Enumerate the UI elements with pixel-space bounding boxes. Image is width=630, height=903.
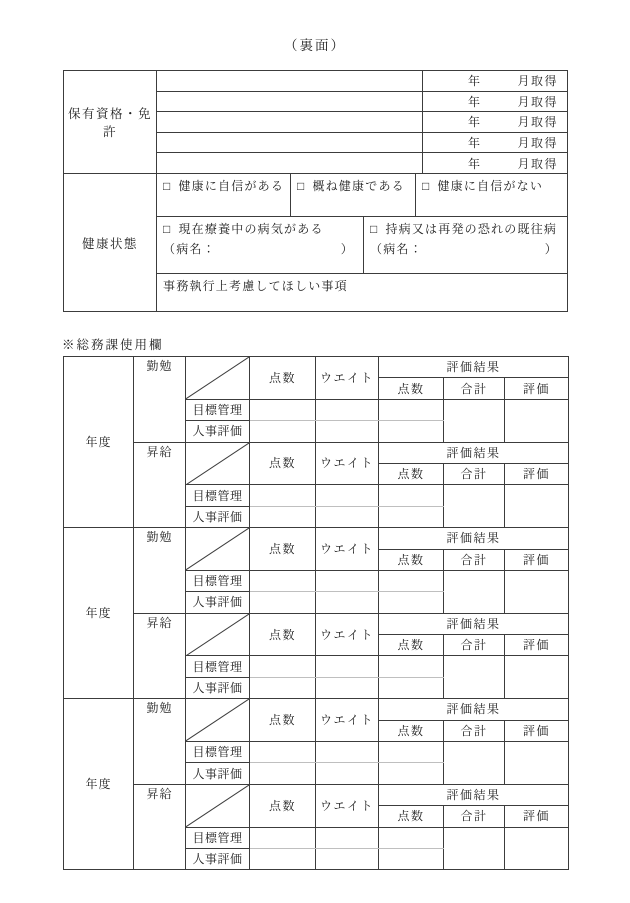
current-illness-label: 現在療養中の病気がある bbox=[178, 222, 324, 236]
checkbox-icon: □ bbox=[422, 179, 431, 193]
table-row bbox=[64, 528, 569, 549]
qualification-entry-cell bbox=[157, 133, 422, 153]
health-label: 健康状態 bbox=[64, 174, 157, 311]
weight-header: ウエイト bbox=[316, 357, 379, 400]
weight-blank-cell bbox=[316, 763, 379, 784]
health-rows bbox=[157, 174, 567, 311]
page-title: （裏面） bbox=[284, 38, 346, 53]
diagonal-line-icon bbox=[186, 785, 249, 827]
hr-evaluation-row-label: 人事評価 bbox=[186, 763, 250, 784]
qualification-row bbox=[157, 92, 567, 113]
result-score-header: 点数 bbox=[379, 378, 444, 399]
qualification-row bbox=[157, 112, 567, 133]
checkbox-icon: □ bbox=[370, 222, 379, 236]
qualification-entry-cell bbox=[157, 112, 422, 132]
health-option-confident bbox=[157, 174, 291, 216]
score-header: 点数 bbox=[250, 699, 316, 742]
weight-blank-cell bbox=[316, 399, 379, 420]
acquired-date-cell bbox=[422, 92, 567, 112]
result-score-blank-cell bbox=[379, 848, 444, 869]
evaluation-table bbox=[63, 356, 569, 870]
health-option-label: 健康に自信がない bbox=[437, 179, 544, 193]
evaluation-table-body bbox=[64, 357, 569, 870]
weight-blank-cell bbox=[316, 677, 379, 698]
total-header: 合計 bbox=[444, 806, 505, 827]
current-illness-option bbox=[163, 220, 358, 240]
table-row bbox=[64, 613, 569, 634]
illness-name-field bbox=[163, 240, 358, 260]
weight-blank-cell bbox=[316, 421, 379, 442]
month-acquired-label: 月取得 bbox=[517, 115, 558, 130]
year-label: 年 bbox=[467, 74, 482, 89]
hr-evaluation-row-label: 人事評価 bbox=[186, 506, 250, 527]
health-options-row bbox=[157, 174, 567, 216]
diagonal-cell bbox=[186, 528, 250, 571]
chronic-illness-cell bbox=[364, 217, 567, 273]
checkbox-icon: □ bbox=[163, 222, 172, 236]
total-header: 合計 bbox=[444, 463, 505, 484]
qualification-entry-cell bbox=[157, 92, 422, 112]
diagonal-line-icon bbox=[186, 614, 249, 656]
result-score-header: 点数 bbox=[379, 549, 444, 570]
total-header: 合計 bbox=[444, 720, 505, 741]
result-score-blank-cell bbox=[379, 677, 444, 698]
result-score-header: 点数 bbox=[379, 806, 444, 827]
goal-management-row-label: 目標管理 bbox=[186, 742, 250, 763]
weight-blank-cell bbox=[316, 570, 379, 591]
total-blank-cell bbox=[444, 570, 505, 613]
weight-blank-cell bbox=[316, 848, 379, 869]
result-header: 評価結果 bbox=[379, 613, 569, 634]
qualification-row bbox=[157, 133, 567, 154]
group-diligence-cell: 勤勉 bbox=[134, 357, 186, 443]
month-acquired-label: 月取得 bbox=[517, 94, 558, 109]
diagonal-cell bbox=[186, 442, 250, 485]
result-score-blank-cell bbox=[379, 592, 444, 613]
total-blank-cell bbox=[444, 485, 505, 528]
score-blank-cell bbox=[250, 506, 316, 527]
hr-evaluation-row-label: 人事評価 bbox=[186, 592, 250, 613]
total-blank-cell bbox=[444, 827, 505, 870]
score-blank-cell bbox=[250, 592, 316, 613]
health-section bbox=[64, 173, 567, 311]
chronic-illness-label: 持病又は再発の恐れの既往病 bbox=[385, 222, 558, 236]
table-row bbox=[64, 699, 569, 720]
result-score-blank-cell bbox=[379, 742, 444, 763]
diagonal-cell bbox=[186, 613, 250, 656]
qualifications-label: 保有資格・免許 bbox=[64, 71, 157, 173]
weight-blank-cell bbox=[316, 656, 379, 677]
score-blank-cell bbox=[250, 677, 316, 698]
fiscal-year-cell: 年度 bbox=[64, 528, 134, 699]
result-score-blank-cell bbox=[379, 763, 444, 784]
result-score-blank-cell bbox=[379, 506, 444, 527]
result-header: 評価結果 bbox=[379, 699, 569, 720]
result-score-header: 点数 bbox=[379, 720, 444, 741]
score-header: 点数 bbox=[250, 784, 316, 827]
qualifications-section bbox=[64, 71, 567, 173]
chronic-illness-option bbox=[370, 220, 562, 240]
table-row bbox=[64, 784, 569, 805]
score-header: 点数 bbox=[250, 613, 316, 656]
hr-evaluation-row-label: 人事評価 bbox=[186, 677, 250, 698]
score-blank-cell bbox=[250, 570, 316, 591]
diagonal-cell bbox=[186, 357, 250, 400]
illness-name-prefix: （病名： bbox=[163, 241, 216, 256]
year-label: 年 bbox=[467, 136, 482, 151]
rating-blank-cell bbox=[505, 570, 569, 613]
result-score-blank-cell bbox=[379, 570, 444, 591]
total-blank-cell bbox=[444, 399, 505, 442]
health-option-label: 健康に自信がある bbox=[178, 179, 285, 193]
result-score-header: 点数 bbox=[379, 463, 444, 484]
note-row bbox=[157, 273, 567, 311]
goal-management-row-label: 目標管理 bbox=[186, 485, 250, 506]
note-label: 事務執行上考慮してほしい事項 bbox=[163, 279, 348, 293]
diagonal-line-icon bbox=[186, 357, 249, 399]
result-score-blank-cell bbox=[379, 421, 444, 442]
diagonal-cell bbox=[186, 699, 250, 742]
diagonal-cell bbox=[186, 784, 250, 827]
month-acquired-label: 月取得 bbox=[517, 74, 558, 89]
rating-blank-cell bbox=[505, 656, 569, 699]
score-blank-cell bbox=[250, 848, 316, 869]
total-blank-cell bbox=[444, 742, 505, 785]
result-header: 評価結果 bbox=[379, 357, 569, 378]
score-blank-cell bbox=[250, 742, 316, 763]
table-row bbox=[64, 442, 569, 463]
weight-blank-cell bbox=[316, 742, 379, 763]
result-score-blank-cell bbox=[379, 827, 444, 848]
acquired-date-cell bbox=[422, 153, 567, 173]
score-blank-cell bbox=[250, 763, 316, 784]
weight-header: ウエイト bbox=[316, 613, 379, 656]
weight-blank-cell bbox=[316, 506, 379, 527]
qualification-row bbox=[157, 153, 567, 173]
total-header: 合計 bbox=[444, 635, 505, 656]
total-header: 合計 bbox=[444, 378, 505, 399]
total-blank-cell bbox=[444, 656, 505, 699]
year-label: 年 bbox=[467, 115, 482, 130]
score-blank-cell bbox=[250, 827, 316, 848]
month-acquired-label: 月取得 bbox=[517, 156, 558, 171]
group-raise-cell: 昇給 bbox=[134, 442, 186, 528]
health-option-label: 概ね健康である bbox=[312, 179, 405, 193]
result-header: 評価結果 bbox=[379, 784, 569, 805]
weight-header: ウエイト bbox=[316, 784, 379, 827]
group-raise-cell: 昇給 bbox=[134, 784, 186, 870]
rating-blank-cell bbox=[505, 399, 569, 442]
qualification-entry-cell bbox=[157, 71, 422, 91]
result-header: 評価結果 bbox=[379, 442, 569, 463]
weight-header: ウエイト bbox=[316, 442, 379, 485]
group-diligence-cell: 勤勉 bbox=[134, 528, 186, 614]
diagonal-line-icon bbox=[186, 528, 249, 570]
current-illness-cell bbox=[157, 217, 364, 273]
acquired-date-cell bbox=[422, 71, 567, 91]
illness-name-suffix: ） bbox=[544, 241, 558, 256]
hr-evaluation-row-label: 人事評価 bbox=[186, 848, 250, 869]
acquired-date-cell bbox=[422, 133, 567, 153]
weight-blank-cell bbox=[316, 485, 379, 506]
personal-info-table bbox=[63, 70, 568, 312]
rating-blank-cell bbox=[505, 742, 569, 785]
result-score-blank-cell bbox=[379, 399, 444, 420]
total-header: 合計 bbox=[444, 549, 505, 570]
illness-row bbox=[157, 216, 567, 273]
illness-name-suffix: ） bbox=[340, 241, 354, 256]
goal-management-row-label: 目標管理 bbox=[186, 827, 250, 848]
weight-blank-cell bbox=[316, 592, 379, 613]
year-label: 年 bbox=[467, 156, 482, 171]
score-header: 点数 bbox=[250, 528, 316, 571]
weight-blank-cell bbox=[316, 827, 379, 848]
score-blank-cell bbox=[250, 421, 316, 442]
diagonal-line-icon bbox=[186, 443, 249, 485]
checkbox-icon: □ bbox=[163, 179, 172, 193]
score-header: 点数 bbox=[250, 442, 316, 485]
result-score-blank-cell bbox=[379, 656, 444, 677]
result-score-blank-cell bbox=[379, 485, 444, 506]
month-acquired-label: 月取得 bbox=[517, 136, 558, 151]
checkbox-icon: □ bbox=[297, 179, 306, 193]
goal-management-row-label: 目標管理 bbox=[186, 399, 250, 420]
rating-header: 評価 bbox=[505, 806, 569, 827]
rating-header: 評価 bbox=[505, 549, 569, 570]
acquired-date-cell bbox=[422, 112, 567, 132]
group-diligence-cell: 勤勉 bbox=[134, 699, 186, 785]
health-option-generally-healthy bbox=[291, 174, 416, 216]
rating-header: 評価 bbox=[505, 463, 569, 484]
score-header: 点数 bbox=[250, 357, 316, 400]
result-header: 評価結果 bbox=[379, 528, 569, 549]
score-blank-cell bbox=[250, 485, 316, 506]
qualification-rows bbox=[157, 71, 567, 173]
admin-section-label: ※総務課使用欄 bbox=[62, 338, 164, 352]
diagonal-line-icon bbox=[186, 699, 249, 741]
health-option-not-confident bbox=[416, 174, 567, 216]
qualification-row bbox=[157, 71, 567, 92]
result-score-header: 点数 bbox=[379, 635, 444, 656]
illness-name-field bbox=[370, 240, 562, 260]
rating-header: 評価 bbox=[505, 720, 569, 741]
score-blank-cell bbox=[250, 656, 316, 677]
rating-blank-cell bbox=[505, 485, 569, 528]
fiscal-year-cell: 年度 bbox=[64, 699, 134, 870]
hr-evaluation-row-label: 人事評価 bbox=[186, 421, 250, 442]
fiscal-year-cell: 年度 bbox=[64, 357, 134, 528]
table-row bbox=[64, 357, 569, 378]
goal-management-row-label: 目標管理 bbox=[186, 570, 250, 591]
qualification-entry-cell bbox=[157, 153, 422, 173]
weight-header: ウエイト bbox=[316, 699, 379, 742]
rating-header: 評価 bbox=[505, 635, 569, 656]
group-raise-cell: 昇給 bbox=[134, 613, 186, 699]
rating-blank-cell bbox=[505, 827, 569, 870]
goal-management-row-label: 目標管理 bbox=[186, 656, 250, 677]
illness-name-prefix: （病名： bbox=[370, 241, 423, 256]
year-label: 年 bbox=[467, 94, 482, 109]
score-blank-cell bbox=[250, 399, 316, 420]
rating-header: 評価 bbox=[505, 378, 569, 399]
weight-header: ウエイト bbox=[316, 528, 379, 571]
